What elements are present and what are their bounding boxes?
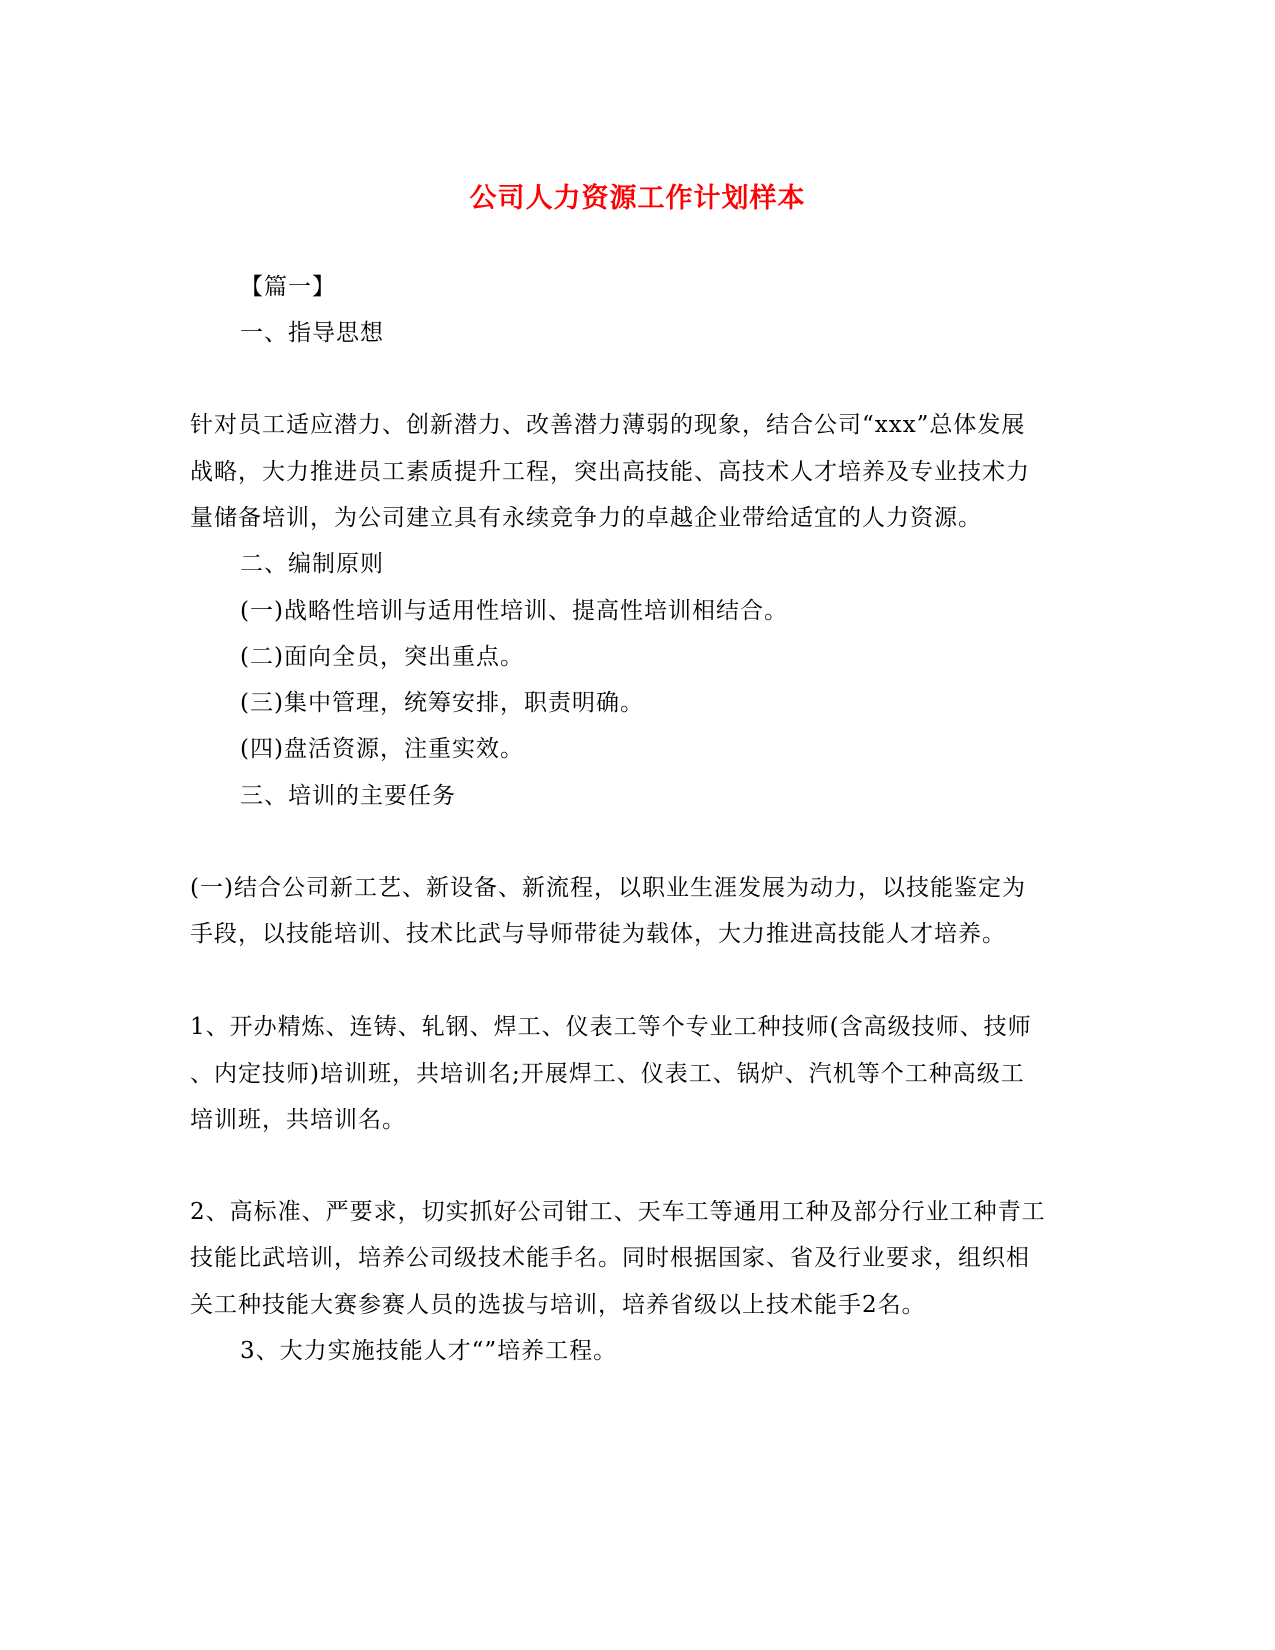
- paragraph-line: 2、高标准、严要求，切实抓好公司钳工、天车工等通用工种及部分行业工种青工: [190, 1199, 1046, 1225]
- principle-item: (一)战略性培训与适用性培训、提高性培训相结合。: [240, 598, 788, 624]
- principle-item: (二)面向全员，突出重点。: [240, 644, 524, 670]
- paragraph-line: 量储备培训，为公司建立具有永续竞争力的卓越企业带给适宜的人力资源。: [190, 505, 982, 531]
- paragraph-line: 手段，以技能培训、技术比武与导师带徒为载体，大力推进高技能人才培养。: [190, 921, 1006, 947]
- document-title: 公司人力资源工作计划样本: [469, 183, 806, 214]
- heading-main-tasks: 三、培训的主要任务: [240, 783, 456, 809]
- heading-guiding-ideology: 一、指导思想: [240, 320, 384, 346]
- paragraph-line: 针对员工适应潜力、创新潜力、改善潜力薄弱的现象，结合公司“xxx”总体发展: [190, 412, 1026, 438]
- paragraph-line: 关工种技能大赛参赛人员的选拔与培训，培养省级以上技术能手2名。: [190, 1292, 926, 1318]
- paragraph-line: 战略，大力推进员工素质提升工程，突出高技能、高技术人才培养及专业技术力: [190, 459, 1030, 485]
- paragraph-line: 、内定技师)培训班，共培训名;开展焊工、仪表工、锅炉、汽机等个工种高级工: [190, 1061, 1025, 1087]
- paragraph-line: 1、开办精炼、连铸、轧钢、焊工、仪表工等个专业工种技师(含高级技师、技师: [190, 1014, 1032, 1040]
- paragraph-line: 培训班，共培训名。: [190, 1107, 406, 1133]
- principle-item: (四)盘活资源，注重实效。: [240, 736, 524, 762]
- paragraph-line: 技能比武培训，培养公司级技术能手名。同时根据国家、省及行业要求，组织相: [190, 1245, 1030, 1271]
- section-label: 【篇一】: [240, 274, 336, 300]
- heading-compilation-principles: 二、编制原则: [240, 551, 384, 577]
- paragraph-line: 3、大力实施技能人才“”培养工程。: [240, 1338, 618, 1364]
- paragraph-line: (一)结合公司新工艺、新设备、新流程，以职业生涯发展为动力，以技能鉴定为: [190, 875, 1026, 901]
- principle-item: (三)集中管理，统筹安排，职责明确。: [240, 690, 644, 716]
